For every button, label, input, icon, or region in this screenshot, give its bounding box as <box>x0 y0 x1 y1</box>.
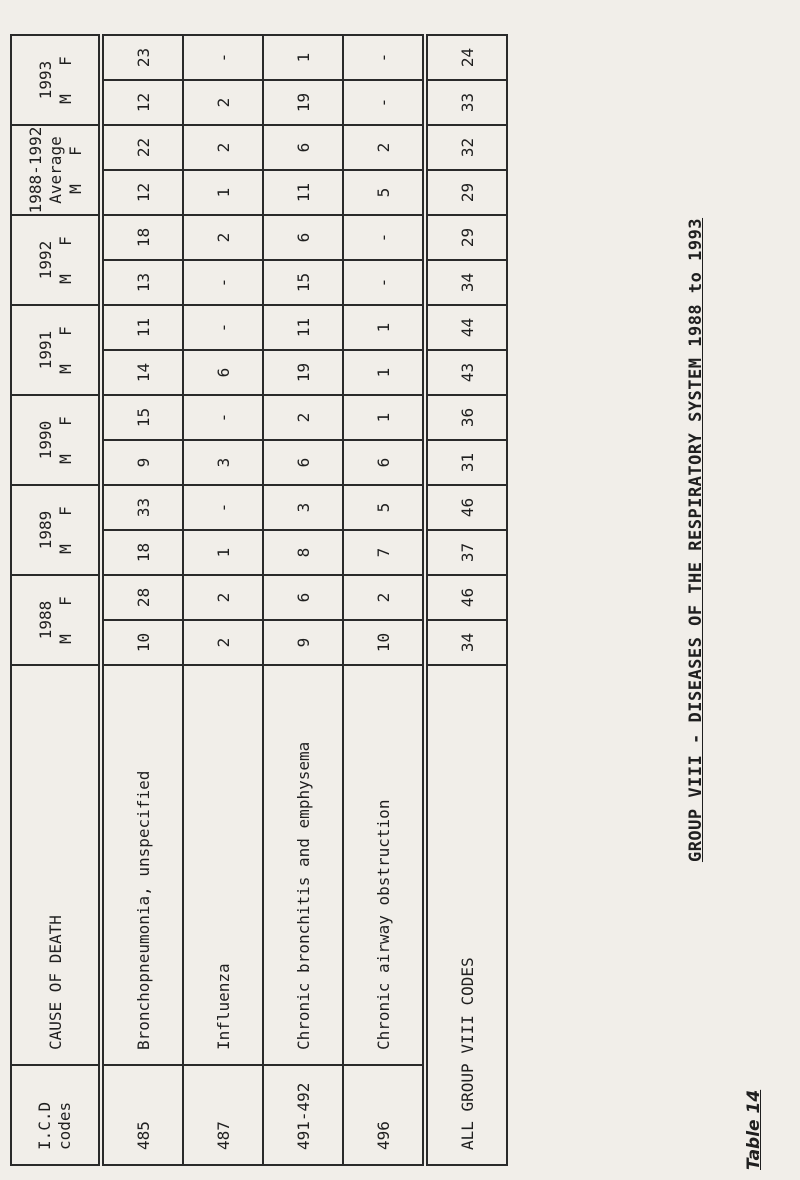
row-value: 18 <box>101 215 183 260</box>
header-cause: CAUSE OF DEATH <box>11 665 101 1065</box>
row-value: 46 <box>425 485 507 530</box>
table-row <box>263 35 343 1165</box>
row-value: 1 <box>343 305 425 350</box>
header-row <box>11 35 101 1165</box>
row-value: 19 <box>263 80 343 125</box>
header-year: 1988 M F <box>11 575 101 665</box>
row-code: 485 <box>101 1065 183 1165</box>
row-value: 9 <box>263 620 343 665</box>
row-value: 14 <box>101 350 183 395</box>
row-value: - <box>183 35 263 80</box>
row-value: - <box>343 80 425 125</box>
row-value: 2 <box>343 125 425 170</box>
row-cause: Bronchopneumonia, unspecified <box>101 665 183 1065</box>
row-value: 6 <box>183 350 263 395</box>
row-value: 2 <box>183 215 263 260</box>
header-year: 1990 M F <box>11 395 101 485</box>
row-value: 22 <box>101 125 183 170</box>
row-value: - <box>183 305 263 350</box>
row-value: 24 <box>425 35 507 80</box>
row-value: 2 <box>183 125 263 170</box>
header-year: 1991 M F <box>11 305 101 395</box>
row-value: 34 <box>425 620 507 665</box>
header-year: 1989 M F <box>11 485 101 575</box>
row-value: 3 <box>263 485 343 530</box>
table-row <box>183 35 263 1165</box>
row-value: 12 <box>101 80 183 125</box>
row-value: 7 <box>343 530 425 575</box>
row-value: - <box>343 260 425 305</box>
table-label: Table 14 <box>744 1089 764 1170</box>
row-value: 15 <box>263 260 343 305</box>
header-year: 1993 M F <box>11 35 101 125</box>
row-value: 33 <box>425 80 507 125</box>
row-value: 6 <box>343 440 425 485</box>
row-value: 1 <box>183 530 263 575</box>
row-value: - <box>183 260 263 305</box>
row-value: 11 <box>101 305 183 350</box>
row-value: 5 <box>343 485 425 530</box>
row-code: 487 <box>183 1065 263 1165</box>
row-value: 19 <box>263 350 343 395</box>
row-cause: Chronic airway obstruction <box>343 665 425 1065</box>
row-value: 28 <box>101 575 183 620</box>
mortality-table <box>10 34 508 1166</box>
row-value: 9 <box>101 440 183 485</box>
row-value: 10 <box>101 620 183 665</box>
row-value: 44 <box>425 305 507 350</box>
row-value: 3 <box>183 440 263 485</box>
header-codes: I.C.D codes <box>11 1065 101 1165</box>
row-value: - <box>183 485 263 530</box>
row-value: 12 <box>101 170 183 215</box>
row-value: 33 <box>101 485 183 530</box>
row-value: 29 <box>425 215 507 260</box>
row-value: 13 <box>101 260 183 305</box>
row-value: 2 <box>183 620 263 665</box>
row-value: 6 <box>263 125 343 170</box>
table-row <box>425 35 507 1165</box>
row-value: 1 <box>183 170 263 215</box>
row-value: 1 <box>343 395 425 440</box>
row-value: 10 <box>343 620 425 665</box>
row-value: 11 <box>263 170 343 215</box>
row-value: 6 <box>263 575 343 620</box>
row-value: 2 <box>183 80 263 125</box>
row-value: - <box>343 215 425 260</box>
row-code: 496 <box>343 1065 425 1165</box>
row-code: 491-492 <box>263 1065 343 1165</box>
row-value: 1 <box>343 350 425 395</box>
row-value: 6 <box>263 440 343 485</box>
row-value: 34 <box>425 260 507 305</box>
row-value: 11 <box>263 305 343 350</box>
row-value: 37 <box>425 530 507 575</box>
row-value: 15 <box>101 395 183 440</box>
row-value: 43 <box>425 350 507 395</box>
group-title: GROUP VIII - DISEASES OF THE RESPIRATORY SYSTEM 1988 to 1993 <box>686 217 706 863</box>
row-value: 31 <box>425 440 507 485</box>
row-value: - <box>343 35 425 80</box>
row-value: 36 <box>425 395 507 440</box>
row-value: 2 <box>183 575 263 620</box>
row-value: 32 <box>425 125 507 170</box>
row-value: 5 <box>343 170 425 215</box>
row-cause: Influenza <box>183 665 263 1065</box>
row-cause: Chronic bronchitis and emphysema <box>263 665 343 1065</box>
row-value: 8 <box>263 530 343 575</box>
row-value: 29 <box>425 170 507 215</box>
table-row <box>101 35 183 1165</box>
row-value: 18 <box>101 530 183 575</box>
header-year-average: 1988-1992 Average M F <box>11 125 101 215</box>
table-row <box>343 35 425 1165</box>
row-code: ALL GROUP VIII CODES <box>425 665 507 1165</box>
row-value: 2 <box>263 395 343 440</box>
row-value: 1 <box>263 35 343 80</box>
header-year: 1992 M F <box>11 215 101 305</box>
row-value: - <box>183 395 263 440</box>
row-value: 23 <box>101 35 183 80</box>
row-value: 2 <box>343 575 425 620</box>
row-value: 6 <box>263 215 343 260</box>
row-value: 46 <box>425 575 507 620</box>
